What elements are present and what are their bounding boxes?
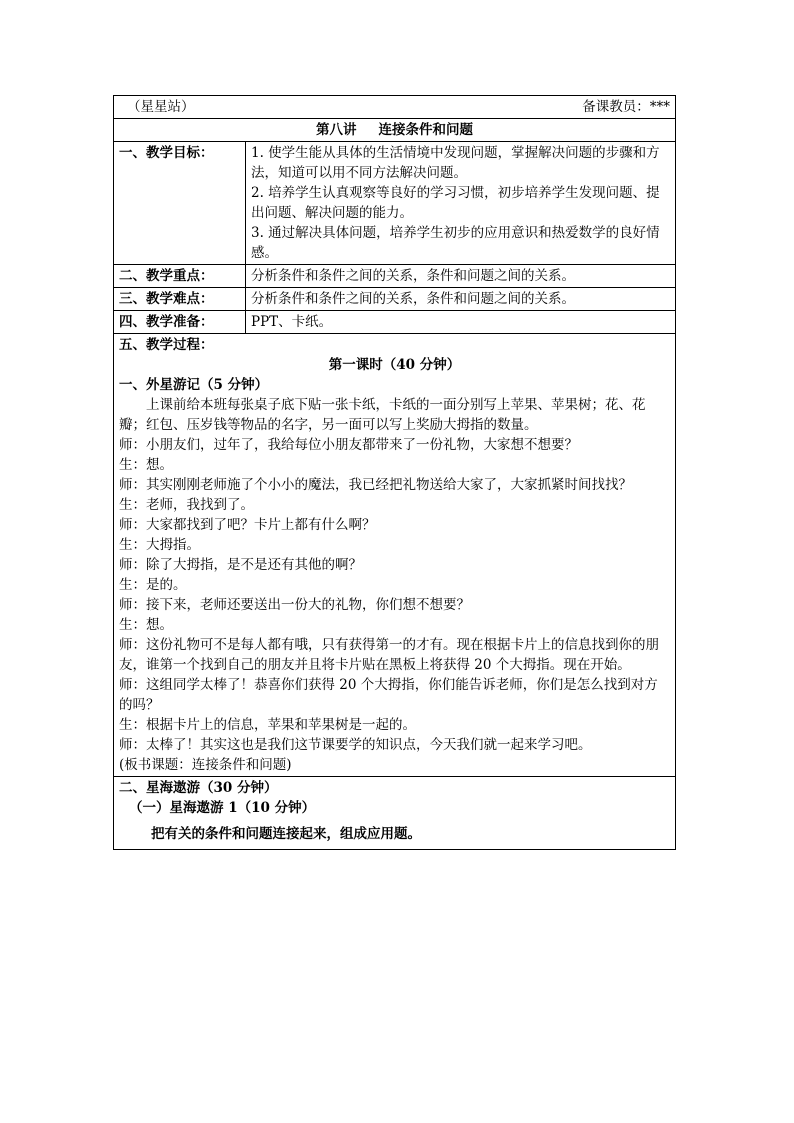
goal-item: 3. 通过解决具体问题，培养学生初步的应用意识和热爱数学的良好情感。: [251, 225, 660, 261]
process-label: 五、教学过程：: [119, 337, 214, 353]
dialogue-line: 师：小朋友们，过年了，我给每位小朋友都带来了一份礼物，大家想不想要？: [119, 437, 578, 453]
lesson-number: 第八讲: [316, 122, 357, 138]
process-row: [114, 334, 676, 777]
difficulties-text: 分析条件和条件之间的关系，条件和问题之间的关系。: [246, 288, 676, 311]
dialogue-line: 生：是的。: [119, 577, 187, 593]
lesson-plan-sheet: [113, 95, 676, 850]
goals-content: [246, 142, 676, 265]
lesson-name: 连接条件和问题: [378, 122, 473, 138]
difficulties-label: 三、教学难点：: [114, 288, 246, 311]
dialogue-line: 师：其实刚刚老师施了个小小的魔法，我已经把礼物送给大家了，大家抓紧时间找找？: [119, 477, 632, 493]
difficulties-row: [114, 288, 676, 311]
process-content: [114, 334, 676, 777]
dialogue-line: 生：大拇指。: [119, 537, 200, 553]
preparation-label: 四、教学准备：: [114, 311, 246, 334]
dialogue-line: 师：除了大拇指，是不是还有其他的啊？: [119, 557, 362, 573]
task-instruction: 把有关的条件和问题连接起来，组成应用题。: [151, 826, 421, 842]
lesson-plan-table: [113, 95, 676, 850]
intro-paragraph: 上课前给本班每张桌子底下贴一张卡纸，卡纸的一面分别写上苹果、苹果树；花、花瓣；红包、压岁钱等物品的名字，另一面可以写上奖励大拇指的数量。: [119, 397, 646, 433]
header-row: [114, 96, 676, 119]
station-label: （星星站）: [127, 99, 195, 115]
preparation-text: PPT、卡纸。: [246, 311, 676, 334]
key-points-text: 分析条件和条件之间的关系，条件和问题之间的关系。: [246, 265, 676, 288]
dialogue-line: 生：老师，我找到了。: [119, 497, 254, 513]
dialogue-line: 师：大家都找到了吧？卡片上都有什么啊？: [119, 517, 376, 533]
header-cell: [114, 96, 676, 119]
dialogue-line: 师：接下来，老师还要送出一份大的礼物，你们想不想要？: [119, 597, 470, 613]
section1-title: 一、外星游记（5 分钟）: [119, 377, 269, 393]
lesson-title: [114, 119, 676, 142]
period-title: 第一课时（40 分钟）: [328, 357, 461, 373]
dialogue-line: 生：想。: [119, 617, 173, 633]
section2-row: [114, 777, 676, 850]
section2-content: [114, 777, 676, 850]
dialogue-line: 师：太棒了！其实这也是我们这节课要学的知识点，今天我们就一起来学习吧。: [119, 737, 592, 753]
dialogue-line: 生：根据卡片上的信息，苹果和苹果树是一起的。: [119, 717, 416, 733]
goal-item: 1. 使学生能从具体的生活情境中发现问题，掌握解决问题的步骤和方法，知道可以用不同方法解决问题。: [251, 145, 660, 181]
teacher-label: 备课教员：***: [582, 99, 670, 115]
dialogue-line: 师：这组同学太棒了！恭喜你们获得 20 个大拇指，你们能告诉老师，你们是怎么找到对方的吗？: [119, 677, 658, 713]
sub1-title: （一）星海遨游 1（10 分钟）: [129, 800, 316, 816]
section2-title: 二、星海遨游（30 分钟）: [119, 780, 278, 796]
preparation-row: [114, 311, 676, 334]
dialogue-line: 师：这份礼物可不是每人都有哦，只有获得第一的才有。现在根据卡片上的信息找到你的朋友，谁第一个找到自己的朋友并且将卡片贴在黑板上将获得 20 个大拇指。现在开始。: [119, 637, 659, 673]
key-points-label: 二、教学重点：: [114, 265, 246, 288]
goals-label: 一、教学目标：: [114, 142, 246, 265]
goals-row: [114, 142, 676, 265]
title-row: [114, 119, 676, 142]
goal-item: 2. 培养学生认真观察等良好的学习习惯，初步培养学生发现问题、提出问题、解决问题的能力。: [251, 185, 660, 221]
board-note: (板书课题：连接条件和问题): [119, 757, 292, 773]
key-points-row: [114, 265, 676, 288]
dialogue-line: 生：想。: [119, 457, 173, 473]
